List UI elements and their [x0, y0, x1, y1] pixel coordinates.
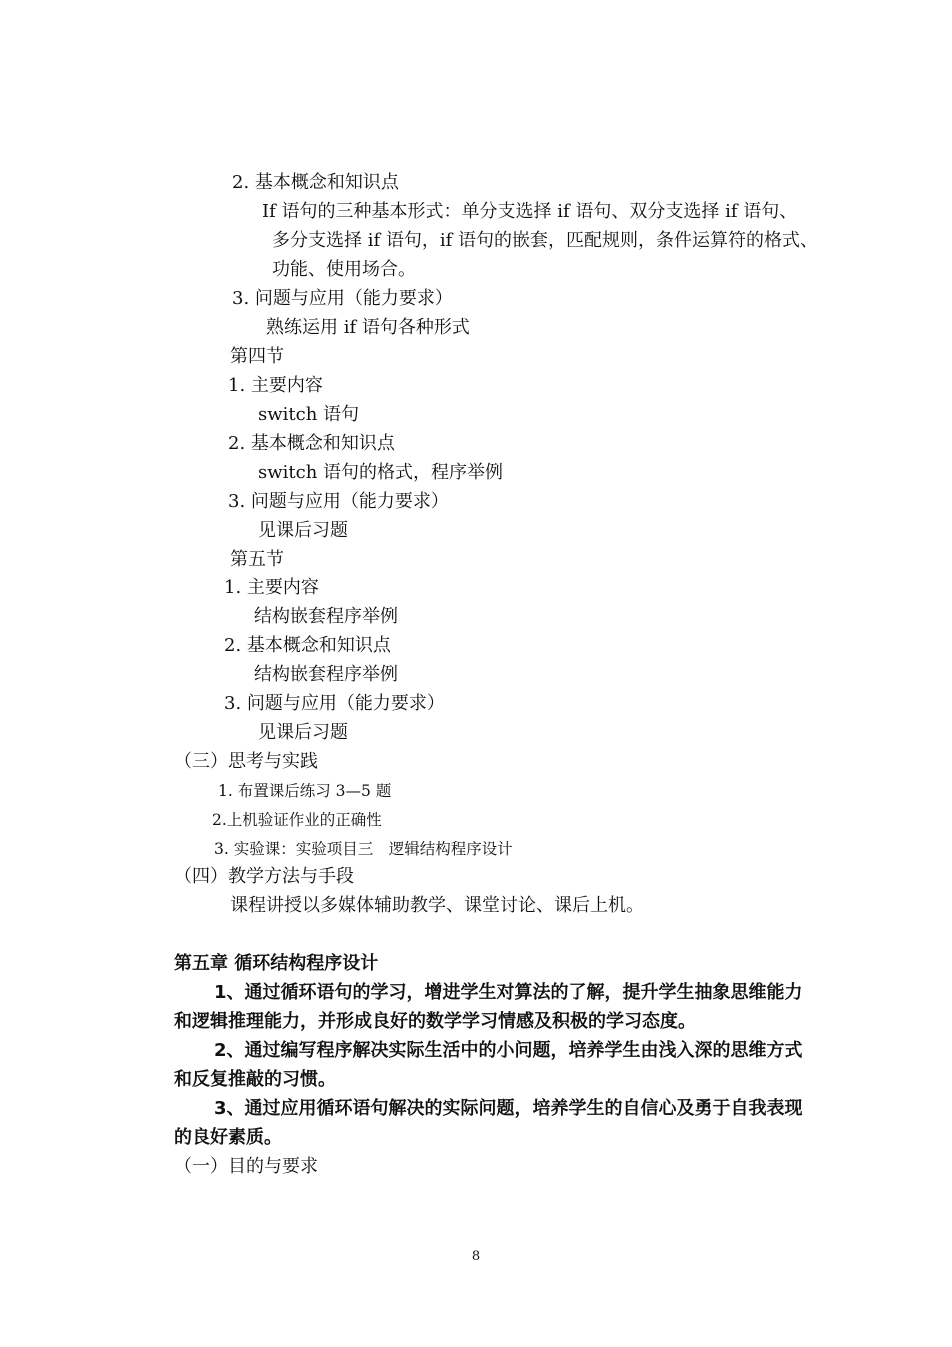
if-forms-line-1: If 语句的三种基本形式：单分支选择 if 语句、双分支选择 if 语句、: [262, 201, 798, 222]
section-4-heading: 第四节: [230, 346, 284, 367]
part-4-heading: （四）教学方法与手段: [174, 866, 354, 887]
goal-2-line-2: 和反复推敲的习惯。: [174, 1069, 336, 1090]
teaching-method: 课程讲授以多媒体辅助教学、课堂讨论、课后上机。: [230, 895, 644, 916]
item-3-heading: 3. 问题与应用（能力要求）: [232, 288, 453, 309]
s4-item-1-heading: 1. 主要内容: [228, 375, 323, 396]
part-1-heading: （一）目的与要求: [174, 1156, 318, 1177]
chapter-5-title: 第五章 循环结构程序设计: [174, 953, 379, 974]
s4-item-3-heading: 3. 问题与应用（能力要求）: [228, 491, 449, 512]
s4-item-3-content: 见课后习题: [258, 520, 348, 541]
page-number: 8: [471, 1249, 481, 1264]
item-2-heading: 2. 基本概念和知识点: [232, 172, 399, 193]
section-5-heading: 第五节: [230, 549, 284, 570]
practice-item-1: 1. 布置课后练习 3—5 题: [218, 782, 392, 800]
s5-item-1-content: 结构嵌套程序举例: [254, 606, 398, 627]
part-3-heading: （三）思考与实践: [174, 751, 318, 772]
s4-item-1-content: switch 语句: [258, 404, 360, 425]
if-forms-line-3: 功能、使用场合。: [272, 259, 416, 280]
s5-item-2-heading: 2. 基本概念和知识点: [224, 635, 391, 656]
goal-1-line-1: 1、通过循环语句的学习，增进学生对算法的了解，提升学生抽象思维能力: [214, 982, 803, 1003]
s4-item-2-content: switch 语句的格式，程序举例: [258, 462, 504, 483]
s5-item-3-heading: 3. 问题与应用（能力要求）: [224, 693, 445, 714]
s5-item-2-content: 结构嵌套程序举例: [254, 664, 398, 685]
item-3-content: 熟练运用 if 语句各种形式: [266, 317, 470, 338]
goal-1-line-2: 和逻辑推理能力，并形成良好的数学学习情感及积极的学习态度。: [174, 1011, 696, 1032]
goal-3-line-2: 的良好素质。: [174, 1127, 282, 1148]
goal-2-line-1: 2、通过编写程序解决实际生活中的小问题，培养学生由浅入深的思维方式: [214, 1040, 803, 1061]
practice-item-2: 2.上机验证作业的正确性: [212, 811, 382, 829]
if-forms-line-2: 多分支选择 if 语句，if 语句的嵌套，匹配规则，条件运算符的格式、: [272, 230, 818, 251]
s4-item-2-heading: 2. 基本概念和知识点: [228, 433, 395, 454]
goal-3-line-1: 3、通过应用循环语句解决的实际问题，培养学生的自信心及勇于自我表现: [214, 1098, 803, 1119]
s5-item-3-content: 见课后习题: [258, 722, 348, 743]
s5-item-1-heading: 1. 主要内容: [224, 577, 319, 598]
practice-item-3: 3. 实验课：实验项目三 逻辑结构程序设计: [214, 840, 513, 858]
